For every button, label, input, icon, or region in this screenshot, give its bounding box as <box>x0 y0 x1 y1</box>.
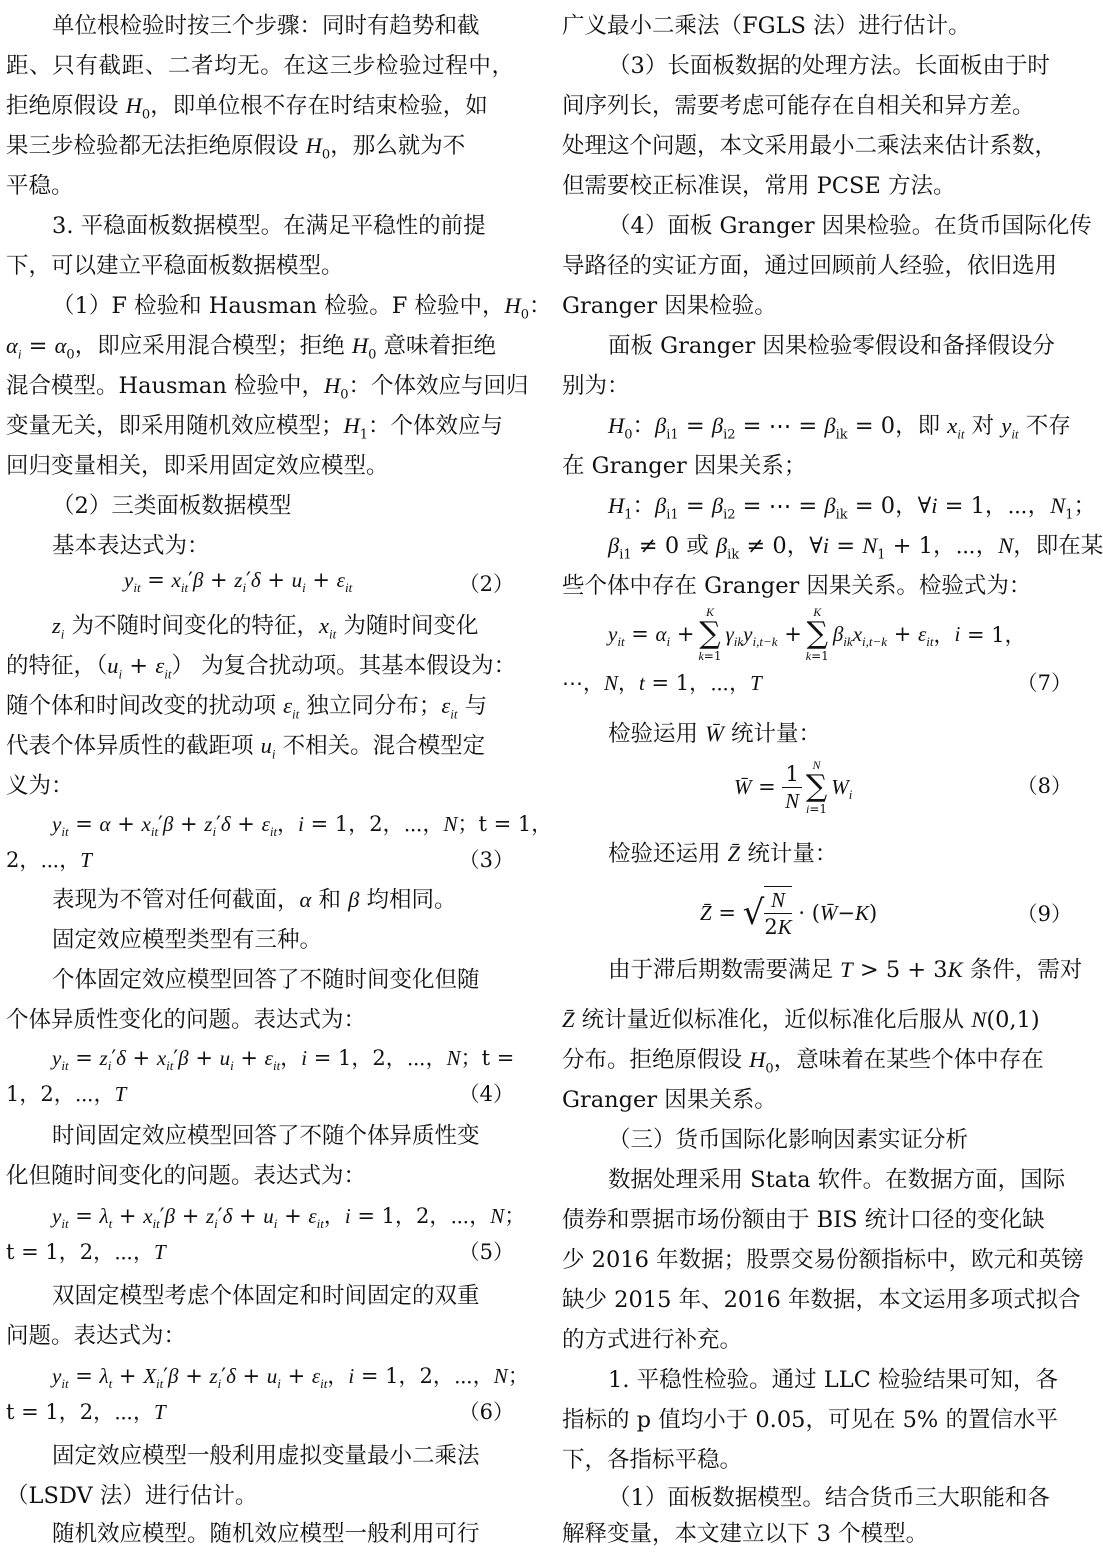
text-line: 下，可以建立平稳面板数据模型。 <box>6 253 344 279</box>
text-line: 问题。表达式为： <box>6 1323 187 1349</box>
text-line: 由于滞后期数需要满足 T > 5 + 3K 条件，需对 <box>608 957 1083 983</box>
text-line: $H_0$：$\beta_{i1} = \beta_{i2}$ = ⋯ = $\beta_{ik} = 0$，即 $x_{it}$ 对 $y_{it}$ 不存 <box>608 413 1071 443</box>
text-line: 但需要校正标准误，常用 PCSE 方法。 <box>562 173 956 199</box>
text-line: 导路径的实证方面，通过回顾前人经验，依旧选用 <box>562 253 1058 279</box>
subsection-heading: （2）三类面板数据模型 <box>52 493 292 519</box>
text-line: 债券和票据市场份额由于 BIS 统计口径的变化缺 <box>562 1207 1045 1233</box>
section-heading: 3. 平稳面板数据模型。在满足平稳性的前提 <box>52 213 486 239</box>
text-line: 别为： <box>562 373 630 399</box>
text-line: 双固定模型考虑个体固定和时间固定的双重 <box>52 1283 480 1309</box>
text-line: 1. 平稳性检验。通过 LLC 检验结果可知，各 <box>608 1367 1059 1393</box>
text-line: $\alpha_i = \alpha_0$，即应采用混合模型；拒绝 $H_0$ 意味着拒绝 <box>6 333 497 363</box>
text-line: 拒绝原假设 $H_0$，即单位根不存在时结束检验，如 <box>6 93 488 123</box>
text-line: 少 2016 年数据；股票交易份额指标中，欧元和英镑 <box>562 1247 1084 1273</box>
subsection-heading: （3）长面板数据的处理方法。长面板由于时 <box>608 53 1050 79</box>
text-line: 义为： <box>6 773 74 799</box>
text-line: 随机效应模型。随机效应模型一般利用可行 <box>52 1521 480 1547</box>
text-line: 分布。拒绝原假设 $H_0$，意味着在某些个体中存在 <box>562 1047 1044 1077</box>
equation-7: $y_{it}$ = $\alpha_i$ + K ∑ k=1 $\gamma_{ik}y_{i,t-k}$ + K ∑ k=1 $\beta_{ik}x_{i,t-k}$ + $\varepsilon_{it}$ ， i = 1， ⋯，N，t = 1，⋯，T （7） <box>562 605 1072 695</box>
text-line: 些个体中存在 Granger 因果关系。检验式为： <box>562 573 1032 599</box>
text-line: 个体固定效应模型回答了不随时间变化但随 <box>52 967 480 993</box>
subsection-heading: （4）面板 Granger 因果检验。在货币国际化传 <box>608 213 1092 239</box>
text-line: $\beta_{i1} \ne 0$ 或 $\beta_{ik} \ne 0$，∀i = $N_1 + 1$，⋯，N，即在某 <box>608 533 1103 563</box>
text-line: （1）面板数据模型。结合货币三大职能和各 <box>608 1485 1050 1511</box>
text-line: 固定效应模型类型有三种。 <box>52 927 323 953</box>
equation-9: Z̄ = √ $\frac{N}{2K}$ · ( W̄ − K ) （9） <box>700 888 1072 939</box>
equation-4: $y_{it} = z_i'\delta + x_{it}'\beta + u_i + \varepsilon_{it}$，i = 1，2，⋯，N；t = 1，2，⋯，T （4） <box>6 1046 515 1106</box>
text-line: 解释变量，本文建立以下 3 个模型。 <box>562 1521 929 1547</box>
equation-3: $y_{it} = \alpha + x_{it}'\beta + z_i'\delta + \varepsilon_{it}$，i = 1，2，⋯，N；t = 1， 2，⋯，T （3） <box>6 812 553 872</box>
text-line: Granger 因果关系。 <box>562 1087 777 1113</box>
text-line: 平稳。 <box>6 173 74 199</box>
text-line: Z̄ 统计量近似标准化，近似标准化后服从 N(0,1) <box>562 1007 1040 1033</box>
text-line: 变量无关，即采用随机效应模型；$H_1$：个体效应与 <box>6 413 504 443</box>
text-line: 单位根检验时按三个步骤：同时有趋势和截 <box>52 13 480 39</box>
text-line: 化但随时间变化的问题。表达式为： <box>6 1163 367 1189</box>
text-line: 数据处理采用 Stata 软件。在数据方面，国际 <box>608 1167 1066 1193</box>
text-line: 面板 Granger 因果检验零假设和备择假设分 <box>608 333 1055 359</box>
text-line: $H_1$：$\beta_{i1} = \beta_{i2}$ = ⋯ = $\beta_{ik} = 0$，∀i = 1，⋯，$N_1$； <box>608 493 1096 523</box>
text-line: 混合模型。Hausman 检验中，$H_0$：个体效应与回归 <box>6 373 529 403</box>
text-line: 在 Granger 因果关系； <box>562 453 807 479</box>
equation-5: $y_{it} = \lambda_t + x_{it}'\beta + z_i'\delta + u_i + \varepsilon_{it}$，i = 1，2，⋯，N； t = 1，2，⋯，T （5） <box>6 1204 526 1264</box>
section-heading: （三）货币国际化影响因素实证分析 <box>608 1127 969 1153</box>
text-line: 检验还运用 Z̄ 统计量： <box>608 841 838 867</box>
text-line: 下，各指标平稳。 <box>562 1447 743 1473</box>
text-line: （1）F 检验和 Hausman 检验。F 检验中，$H_0$： <box>52 293 552 323</box>
text-line: 果三步检验都无法拒绝原假设 $H_0$，那么就为不 <box>6 133 466 163</box>
text-line: 时间固定效应模型回答了不随个体异质性变 <box>52 1123 480 1149</box>
text-line: Granger 因果检验。 <box>562 293 777 319</box>
text-line: 个体异质性变化的问题。表达式为： <box>6 1007 367 1033</box>
equation-6: $y_{it} = \lambda_t + X_{it}'\beta + z_i'\delta + u_i + \varepsilon_{it}$，i = 1，2，⋯，N； t = 1，2，⋯，T （6） <box>6 1364 529 1424</box>
text-line: 缺少 2015 年、2016 年数据，本文运用多项式拟合 <box>562 1287 1081 1313</box>
text-line: 距、只有截距、二者均无。在这三步检验过程中， <box>6 53 514 79</box>
text-line: $z_i$ 为不随时间变化的特征，$x_{it}$ 为随时间变化 <box>52 613 479 642</box>
text-line: （LSDV 法）进行估计。 <box>6 1483 258 1509</box>
text-line: 的方式进行补充。 <box>562 1327 743 1353</box>
text-line: 指标的 p 值均小于 0.05，可见在 5% 的置信水平 <box>562 1407 1058 1433</box>
equation-8: W̄ = $\frac{1}{N}$ N ∑ i=1 $W_i$ （8） <box>734 758 1072 816</box>
text-line: 处理这个问题，本文采用最小二乘法来估计系数， <box>562 133 1058 159</box>
text-line: 随个体和时间改变的扰动项 $\varepsilon_{it}$ 独立同分布；$\varepsilon_{it}$ 与 <box>6 693 488 722</box>
text-line: 间序列长，需要考虑可能存在自相关和异方差。 <box>562 93 1035 119</box>
text-line: 代表个体异质性的截距项 $u_i$ 不相关。混合模型定 <box>6 733 486 762</box>
text-line: 检验运用 W̄ 统计量： <box>608 721 822 747</box>
text-line: 的特征，$(u_i + \varepsilon_{it})$ 为复合扰动项。其基本假设为： <box>6 653 517 682</box>
text-line: 广义最小二乘法（FGLS 法）进行估计。 <box>562 13 971 39</box>
equation-2: $y_{it} = x_{it}'\beta + z_i'\delta + u_i + \varepsilon_{it}$ （2） <box>124 568 514 596</box>
text-line: 基本表达式为： <box>52 533 210 559</box>
text-line: 回归变量相关，即采用固定效应模型。 <box>6 453 389 479</box>
text-line: 表现为不管对任何截面，α 和 β 均相同。 <box>52 887 457 913</box>
text-line: 固定效应模型一般利用虚拟变量最小二乘法 <box>52 1443 480 1469</box>
